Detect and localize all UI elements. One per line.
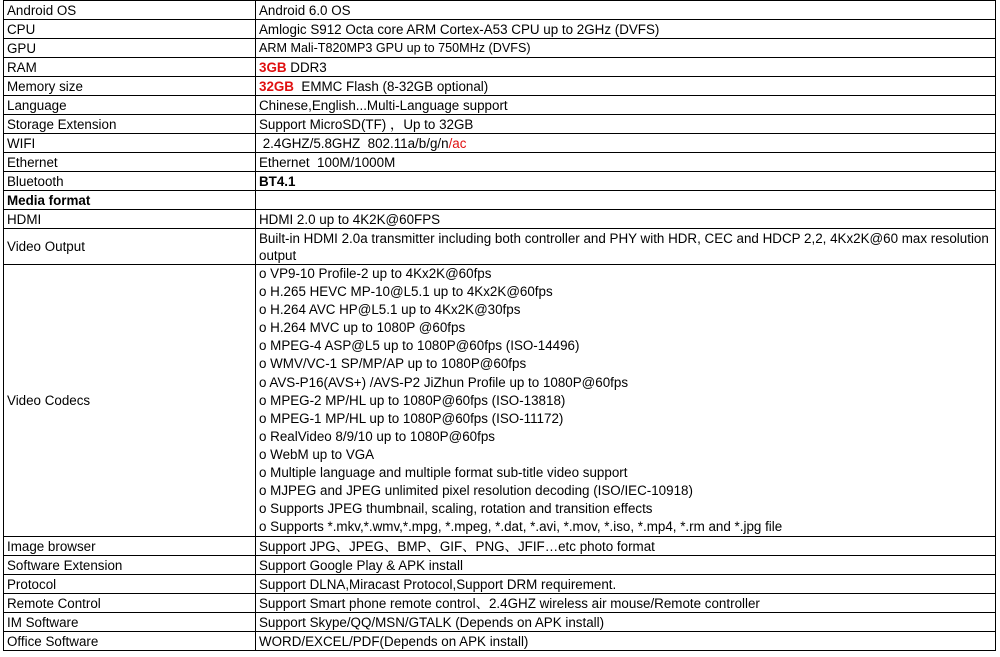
spec-key: Image browser [4,537,256,556]
spec-key: Software Extension [4,556,256,575]
list-item: o WMV/VC-1 SP/MP/AP up to 1080P@60fps [259,356,527,372]
codec-list [256,265,996,537]
list-item: o WebM up to VGA [259,446,375,462]
spec-key: RAM [4,58,256,77]
table-row [4,191,996,210]
spec-value: Amlogic S912 Octa core ARM Cortex-A53 CPU up to 2GHz (DVFS) [256,20,996,39]
spec-value-empty [256,191,996,210]
spec-key: Office Software [4,632,256,651]
spec-table [3,0,996,651]
spec-value: Ethernet 100M/1000M [256,153,996,172]
spec-value: Support DLNA,Miracast Protocol,Support DRM requirement. [256,575,996,594]
spec-key: WIFI [4,134,256,153]
table-row [4,20,996,39]
spec-value: Android 6.0 OS [256,1,996,20]
table-row [4,96,996,115]
list-item: o VP9-10 Profile-2 up to 4Kx2K@60fps [259,266,492,281]
wifi-value: 2.4GHZ/5.8GHZ 802.11a/b/g/n [259,135,449,151]
spec-key: HDMI [4,210,256,229]
spec-key: Android OS [4,1,256,20]
table-row [4,1,996,20]
list-item: o MPEG-2 MP/HL up to 1080P@60fps (ISO-13818) [259,392,566,408]
spec-value: Support Google Play & APK install [256,556,996,575]
table-row [4,39,996,58]
list-item: o Supports JPEG thumbnail, scaling, rotation and transition effects [259,501,653,517]
table-row [4,153,996,172]
spec-key: CPU [4,20,256,39]
table-row [4,556,996,575]
list-item: o RealVideo 8/9/10 up to 1080P@60fps [259,428,495,444]
spec-key: IM Software [4,613,256,632]
table-row [4,134,996,153]
list-item: o Supports *.mkv,*.wmv,*.mpg, *.mpeg, *.dat, *.avi, *.mov, *.iso, *.mp4, *.rm and *.jpg file [259,519,783,535]
spec-key: Remote Control [4,594,256,613]
table-row [4,172,996,191]
table-row [4,594,996,613]
table-row [4,77,996,96]
list-item: o H.264 AVC HP@L5.1 up to 4Kx2K@30fps [259,302,521,318]
section-header: Media format [4,191,256,210]
table-row [4,632,996,651]
ram-highlight: 3GB [259,59,287,75]
list-item: o MPEG-4 ASP@L5 up to 1080P@60fps (ISO-14496) [259,338,580,354]
spec-key: Language [4,96,256,115]
table-row [4,575,996,594]
table-row [4,210,996,229]
memory-rest: EMMC Flash (8-32GB optional) [293,78,489,94]
spec-value [256,77,996,96]
list-item: o AVS-P16(AVS+) /AVS-P2 JiZhun Profile up to 1080P@60fps [259,374,629,390]
spec-key: GPU [4,39,256,58]
spec-value: ARM Mali-T820MP3 GPU up to 750MHz (DVFS) [256,39,996,58]
spec-value [256,134,996,153]
list-item: o H.265 HEVC MP-10@L5.1 up to 4Kx2K@60fps [259,284,553,300]
list-item: o Multiple language and multiple format sub-title video support [259,465,628,481]
table-row [4,613,996,632]
spec-value: BT4.1 [256,172,996,191]
spec-key: Protocol [4,575,256,594]
spec-value: Support JPG、JPEG、BMP、GIF、PNG、JFIF…etc photo format [256,537,996,556]
spec-key: Memory size [4,77,256,96]
spec-value [256,58,996,77]
spec-value: Support Smart phone remote control、2.4GHZ wireless air mouse/Remote controller [256,594,996,613]
spec-value: WORD/EXCEL/PDF(Depends on APK install) [256,632,996,651]
spec-value: HDMI 2.0 up to 4K2K@60FPS [256,210,996,229]
table-row [4,537,996,556]
list-item: o H.264 MVC up to 1080P @60fps [259,320,466,336]
ram-rest: DDR3 [286,59,327,75]
spec-value: Support Skype/QQ/MSN/GTALK (Depends on APK install) [256,613,996,632]
table-row [4,265,996,537]
spec-value: Support MicroSD(TF) ，Up to 32GB [256,115,996,134]
spec-key: Bluetooth [4,172,256,191]
list-item: o MJPEG and JPEG unlimited pixel resolution decoding (ISO/IEC-10918) [259,483,693,499]
spec-value: Chinese,English...Multi-Language support [256,96,996,115]
memory-highlight: 32GB [259,78,294,94]
wifi-accent: ac [452,135,467,151]
table-row [4,58,996,77]
spec-value: Built-in HDMI 2.0a transmitter including both controller and PHY with HDR, CEC and HDCP 2,2, 4Kx2K@60 max resolution output [256,229,996,265]
spec-key: Video Output [4,229,256,265]
list-item: o MPEG-1 MP/HL up to 1080P@60fps (ISO-11172) [259,410,564,426]
spec-key: Storage Extension [4,115,256,134]
table-row [4,115,996,134]
spec-key: Ethernet [4,153,256,172]
spec-key: Video Codecs [4,265,256,537]
table-row [4,229,996,265]
wifi-slash: / [448,135,453,151]
